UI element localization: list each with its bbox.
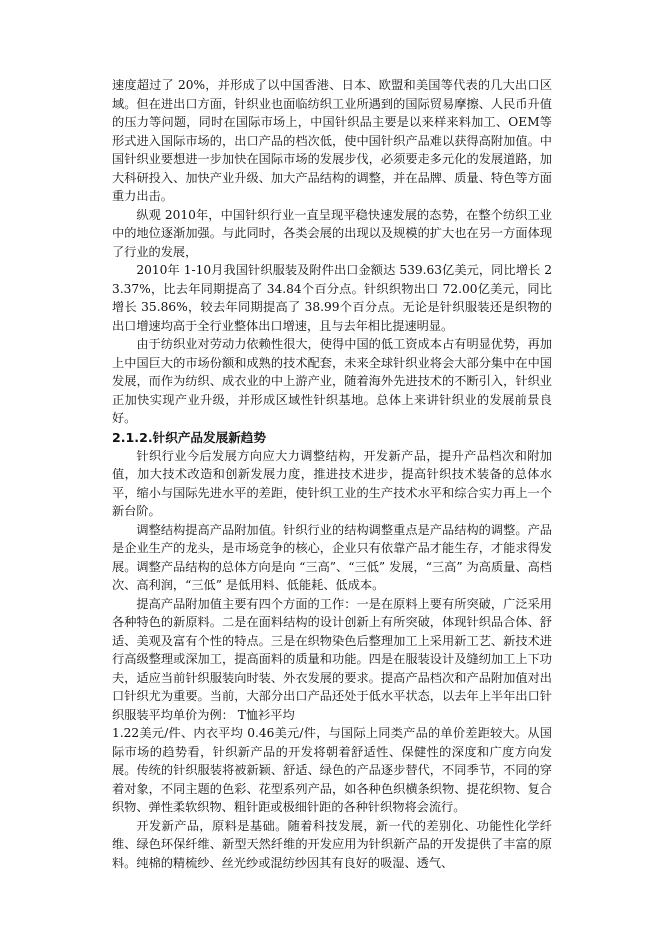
section-heading: 2.1.2.针织产品发展新趋势: [112, 429, 266, 445]
paragraph: 开发新产品，原料是基础。随着科技发展，新一代的差别化、功能性化学纤维、绿色环保纤维、新型天然纤维的开发应用为针织新产品的开发提供了丰富的原料。纯棉的精梳纱、丝光纱或混纺纱因其有良好的吸湿、透气、: [112, 818, 552, 870]
document-page: [112, 76, 552, 872]
paragraph: 调整结构提高产品附加值。针织行业的结构调整重点是产品结构的调整。产品是企业生产的龙头，是市场竞争的核心，企业只有依靠产品才能生存，才能求得发展。调整产品结构的总体方向是向 “三高”、“三低” 发展，“三高” 为高质量、高档次、高利润，“三低” 是低用料、低能耗、低成本。: [112, 522, 552, 592]
paragraph: 1.22美元/件、内衣平均 0.46美元/件，与国际上同类产品的单价差距较大。从国际市场的趋势看，针织新产品的开发将朝着舒适性、保健性的深度和广度方向发展。传统的针织服装将被新颖、舒适、绿色的产品逐步替代，不同季节，不同的穿着对象，不同主题的色彩、花型系列产品，如各种色织横条织物、提花织物、复合织物、弹性柔软织物、粗针距或极细针距的各种针织物将会流行。: [112, 726, 552, 814]
paragraph: 由于纺织业对劳动力依赖性很大，使得中国的低工资成本占有明显优势，再加上中国巨大的市场份额和成熟的技术配套，未来全球针织业将会大部分集中在中国发展，而作为纺织、成衣业的中上游产业，随着海外先进技术的不断引入，针织业正加快实现产业升级，并形成区域性针织基地。总体上来讲针织业的发展前景良好。: [112, 337, 552, 425]
paragraph: 2010年 1-10月我国针织服装及附件出口金额达 539.63亿美元，同比增长 23.37%，比去年同期提高了 34.84个百分点。针织织物出口 72.00亿美元，同比增长 35.86%，较去年同期提高了 38.99个百分点。无论是针织服装还是织物的出口增速均高于全行业整体出口增速，且与去年相比提速明显。: [112, 263, 552, 333]
paragraph: 速度超过了 20%，并形成了以中国香港、日本、欧盟和美国等代表的几大出口区域。但在进出口方面，针织业也面临纺织工业所遇到的国际贸易摩擦、人民币升值的压力等问题，同时在国际市场上，中国针织品主要是以来样来料加工、OEM等形式进入国际市场的，出口产品的档次低，使中国针织产品难以获得高附加值。中国针织业要想进一步加快在国际市场的发展步伐，必须要走多元化的发展道路，加大科研投入、加快产业升级、加大产品结构的调整，并在品牌、质量、特色等方面重力出击。: [112, 78, 552, 203]
paragraph: 纵观 2010年，中国针织行业一直呈现平稳快速发展的态势，在整个纺织工业中的地位逐渐加强。与此同时，各类会展的出现以及规模的扩大也在另一方面体现了行业的发展，: [112, 207, 552, 259]
paragraph: 针织行业今后发展方向应大力调整结构，开发新产品，提升产品档次和附加值，加大技术改造和创新发展力度，推进技术进步，提高针织技术装备的总体水平，缩小与国际先进水平的差距，使针织工业的生产技术水平和综合实力再上一个新台阶。: [112, 448, 552, 518]
paragraph: 提高产品附加值主要有四个方面的工作：一是在原料上要有所突破，广泛采用各种特色的新原料。二是在面料结构的设计创新上有所突破，体现针织品合体、舒适、美观及富有个性的特点。三是在织物染色后整理加工上采用新工艺、新技术进行高级整理或深加工，提高面料的质量和功能。四是在服装设计及缝纫加工上下功夫，适应当前针织服装向时装、外衣发展的要求。提高产品档次和产品附加值对出口针织尤为重要。当前，大部分出口产品还处于低水平状态，以去年上半年出口针织服装平均单价为例： T恤衫平均: [112, 596, 552, 722]
